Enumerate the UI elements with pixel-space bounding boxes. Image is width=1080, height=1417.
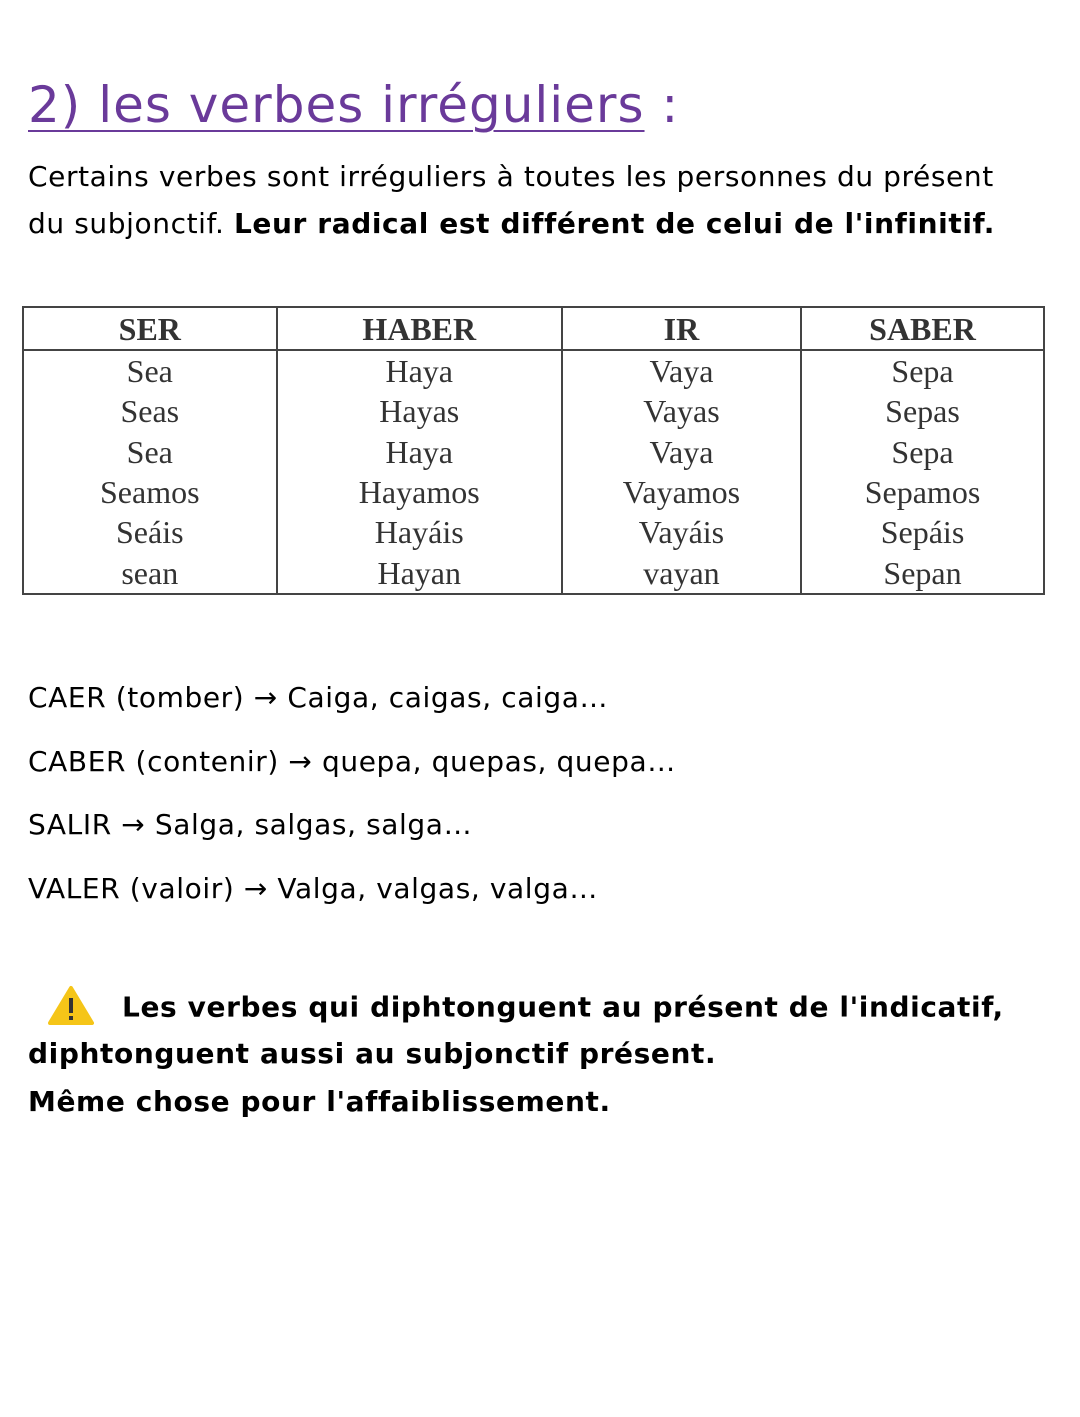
table-row xyxy=(23,472,1044,512)
table-cell: Sepamos xyxy=(801,472,1044,512)
example-line: CABER (contenir) → quepa, quepas, quepa… xyxy=(28,744,676,778)
table-cell: vayan xyxy=(562,553,801,594)
table-cell: Seáis xyxy=(23,512,277,552)
warning-line-3: Même chose pour l'affaiblissement. xyxy=(28,1085,611,1118)
table-cell: Seamos xyxy=(23,472,277,512)
intro-line-1: Certains verbes sont irréguliers à toutes les personnes du présent xyxy=(28,160,994,193)
conjugation-table xyxy=(22,306,1045,595)
table-row xyxy=(23,391,1044,431)
table-cell: Haya xyxy=(277,350,562,391)
example-line: VALER (valoir) → Valga, valgas, valga… xyxy=(28,871,598,905)
table-cell: Haya xyxy=(277,432,562,472)
table-row xyxy=(23,432,1044,472)
column-header: SABER xyxy=(801,307,1044,350)
column-header: SER xyxy=(23,307,277,350)
table-row xyxy=(23,350,1044,391)
intro-line-2: du subjonctif. Leur radical est différent de celui de l'infinitif. xyxy=(28,207,996,240)
table-cell: Sepa xyxy=(801,432,1044,472)
column-header: HABER xyxy=(277,307,562,350)
table-cell: Hayamos xyxy=(277,472,562,512)
table-cell: Hayáis xyxy=(277,512,562,552)
table-cell: Vaya xyxy=(562,350,801,391)
table-cell: Sepa xyxy=(801,350,1044,391)
table-cell: Hayas xyxy=(277,391,562,431)
table-cell: Seas xyxy=(23,391,277,431)
table-cell: Hayan xyxy=(277,553,562,594)
example-line: CAER (tomber) → Caiga, caigas, caiga… xyxy=(28,681,609,714)
table-cell: Sepan xyxy=(801,553,1044,594)
warning-icon xyxy=(48,985,94,1032)
example-line: SALIR → Salga, salgas, salga… xyxy=(28,808,473,841)
table-cell: Vayamos xyxy=(562,472,801,512)
warning-line-1: Les verbes qui diphtonguent au présent de l'indicatif, xyxy=(36,985,1004,1032)
table-cell: Vayáis xyxy=(562,512,801,552)
column-header: IR xyxy=(562,307,801,350)
table-row xyxy=(23,512,1044,552)
table-cell: Sepáis xyxy=(801,512,1044,552)
table-cell: Sea xyxy=(23,432,277,472)
table-cell: Sepas xyxy=(801,391,1044,431)
warning-line-2: diphtonguent aussi au subjonctif présent. xyxy=(28,1037,717,1070)
table-cell: sean xyxy=(23,553,277,594)
table-cell: Vayas xyxy=(562,391,801,431)
table-row xyxy=(23,553,1044,594)
section-title: 2) les verbes irréguliers : xyxy=(28,76,680,134)
table-cell: Sea xyxy=(23,350,277,391)
table-cell: Vaya xyxy=(562,432,801,472)
